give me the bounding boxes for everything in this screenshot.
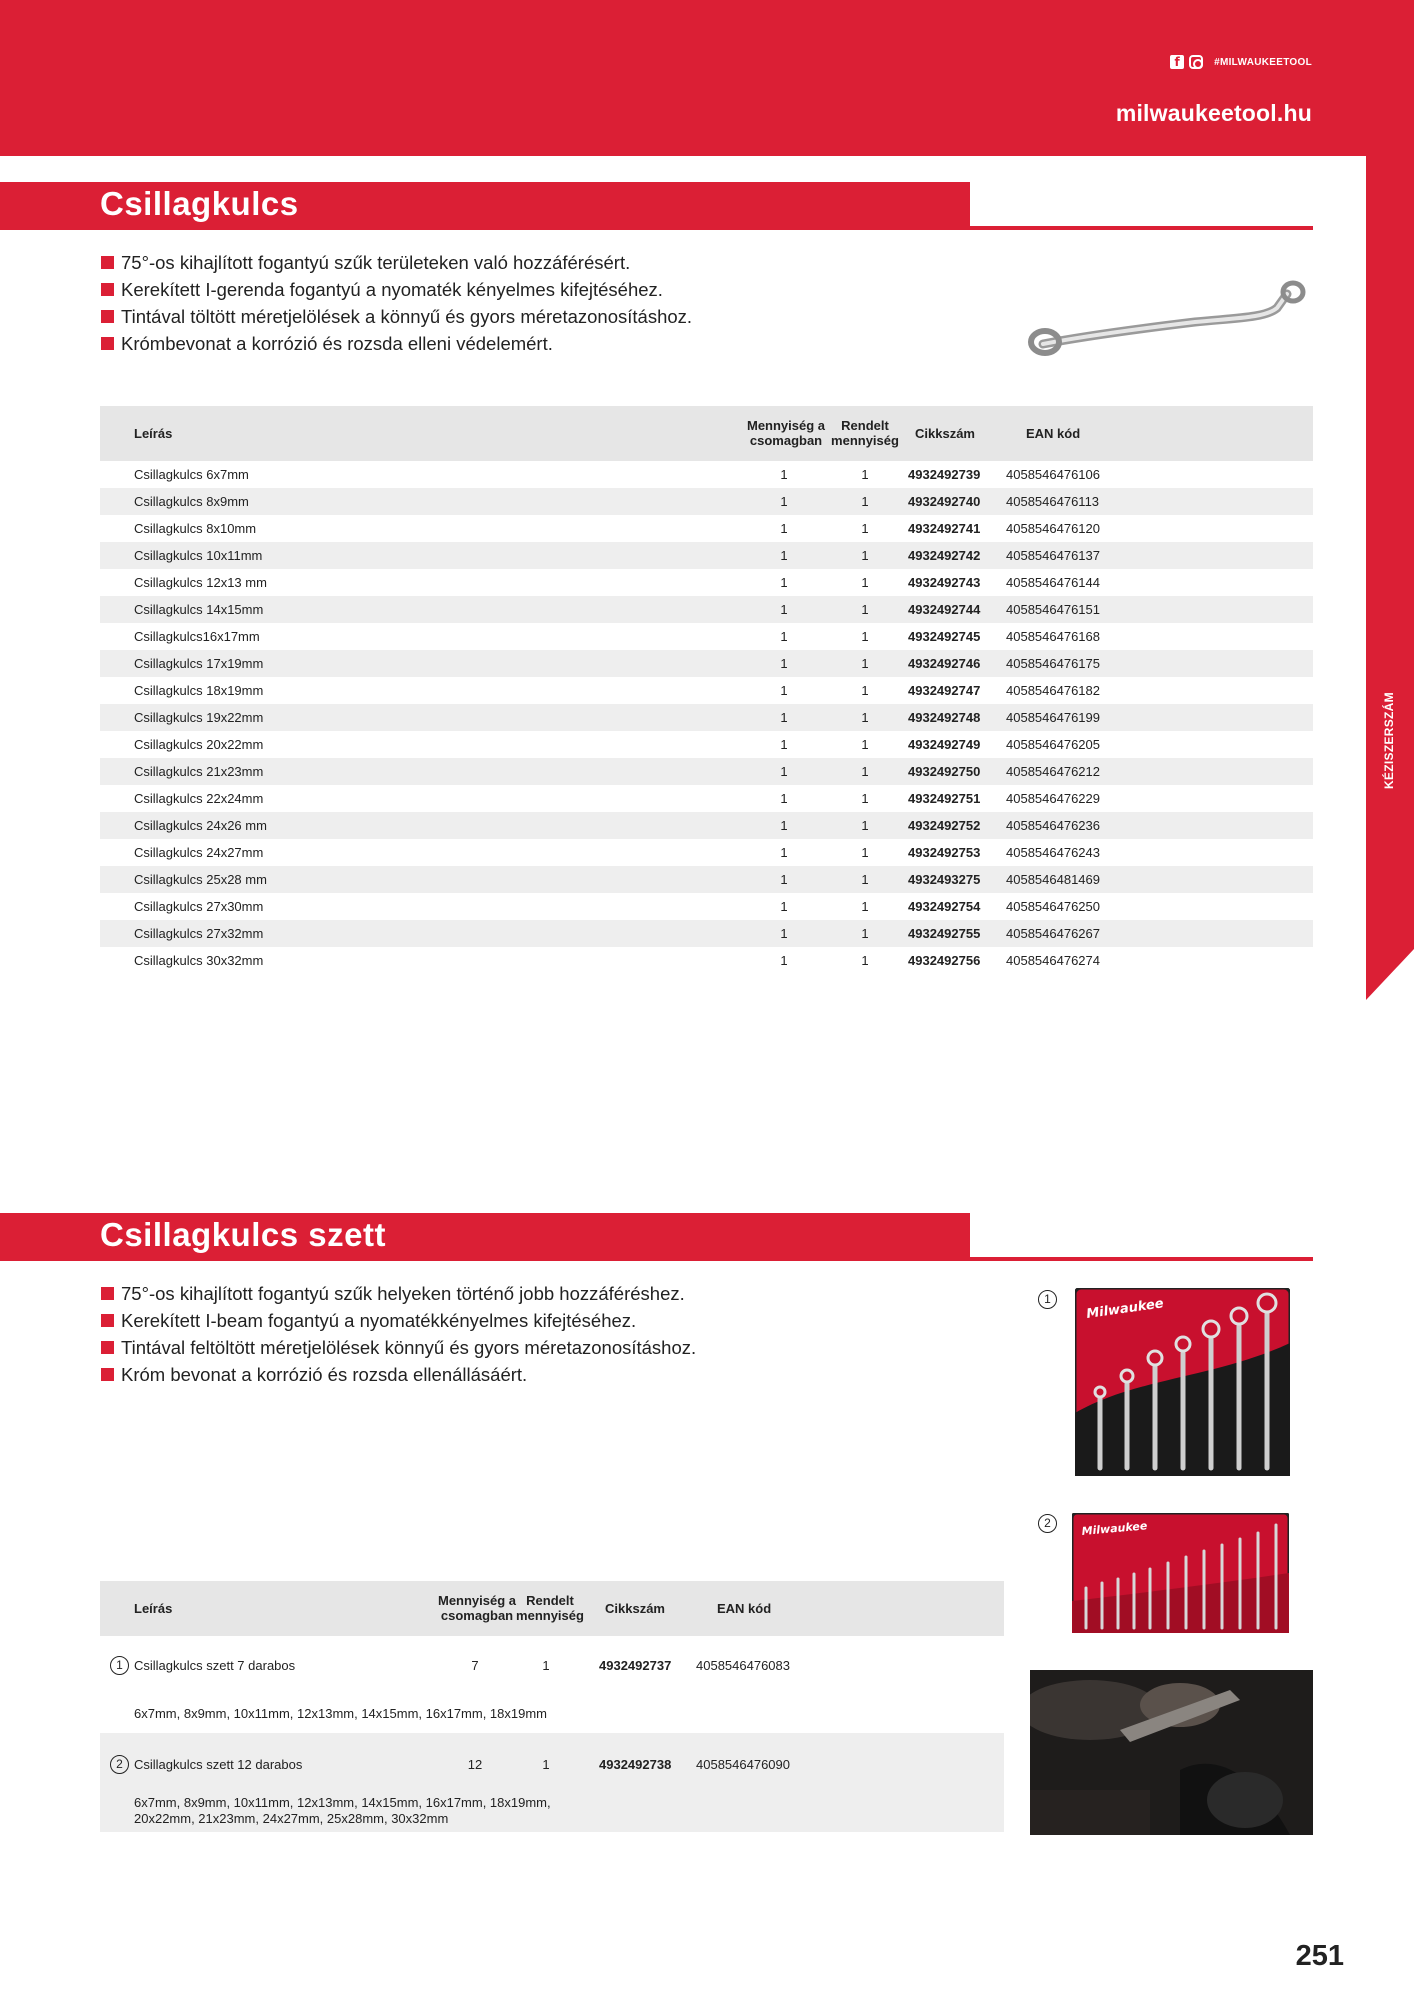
row-desc: Csillagkulcs 6x7mm bbox=[134, 467, 249, 482]
row-ean: 4058546476151 bbox=[1006, 602, 1100, 617]
row-number: 1 bbox=[110, 1656, 129, 1675]
table-header bbox=[100, 1581, 1004, 1636]
row-order: 1 bbox=[861, 872, 869, 887]
table-row bbox=[100, 785, 1313, 812]
feature-list bbox=[101, 249, 692, 357]
table-row bbox=[100, 488, 1313, 515]
row-desc: Csillagkulcs 30x32mm bbox=[134, 953, 264, 968]
row-desc: Csillagkulcs 17x19mm bbox=[134, 656, 264, 671]
row-order: 1 bbox=[861, 521, 869, 536]
roll-brand: Milwaukee bbox=[1081, 1519, 1148, 1538]
row-pack: 7 bbox=[471, 1658, 479, 1673]
row-ean: 4058546476137 bbox=[1006, 548, 1100, 563]
section-title: Csillagkulcs szett bbox=[100, 1216, 386, 1253]
row-code: 4932492745 bbox=[908, 629, 981, 644]
site-url[interactable]: milwaukeetool.hu bbox=[1115, 100, 1312, 126]
table-row bbox=[100, 542, 1313, 569]
row-desc: Csillagkulcs 8x10mm bbox=[134, 521, 257, 536]
top-banner bbox=[0, 0, 1414, 156]
row-code: 4932493275 bbox=[908, 872, 981, 887]
row-ean: 4058546476205 bbox=[1006, 737, 1100, 752]
row-ean: 4058546476175 bbox=[1006, 656, 1100, 671]
col-order-line2: mennyiség bbox=[831, 433, 899, 448]
row-code: 4932492750 bbox=[908, 764, 981, 779]
row-order: 1 bbox=[861, 683, 869, 698]
col-pack-line1: Mennyiség a bbox=[437, 1593, 517, 1608]
row-ean: 4058546476250 bbox=[1006, 899, 1100, 914]
row-desc: Csillagkulcs 27x32mm bbox=[134, 926, 264, 941]
table-row bbox=[100, 515, 1313, 542]
feature-item: Kerekített I-beam fogantyú a nyomatékkényelmes kifejtéséhez. bbox=[101, 1307, 696, 1334]
row-desc: Csillagkulcs szett 12 darabos bbox=[134, 1757, 303, 1772]
feature-item: Króm bevonat a korrózió és rozsda ellenállásáért. bbox=[101, 1361, 696, 1388]
row-pack: 1 bbox=[780, 656, 788, 671]
row-order: 1 bbox=[861, 791, 869, 806]
table-row bbox=[100, 758, 1313, 785]
row-pack: 1 bbox=[780, 575, 788, 590]
instagram-icon[interactable] bbox=[1189, 55, 1203, 69]
row-ean: 4058546476199 bbox=[1006, 710, 1100, 725]
row-desc: Csillagkulcs 27x30mm bbox=[134, 899, 264, 914]
wrench-image bbox=[1025, 278, 1315, 358]
row-pack: 1 bbox=[780, 602, 788, 617]
side-tab-label: KÉZISZERSZÁM bbox=[1382, 692, 1396, 790]
row-ean: 4058546476090 bbox=[696, 1757, 790, 1772]
row-desc: Csillagkulcs 14x15mm bbox=[134, 602, 264, 617]
row-order: 1 bbox=[861, 953, 869, 968]
feature-item: Tintával töltött méretjelölések a könnyű és gyors méretazonosításhoz. bbox=[101, 303, 692, 330]
row-pack: 12 bbox=[467, 1757, 483, 1772]
wrench-set-12-image bbox=[1072, 1513, 1289, 1633]
row-ean: 4058546476236 bbox=[1006, 818, 1100, 833]
col-ean: EAN kód bbox=[1026, 426, 1081, 441]
row-desc: Csillagkulcs 24x27mm bbox=[134, 845, 264, 860]
section-title: Csillagkulcs bbox=[100, 185, 299, 222]
row-pack: 1 bbox=[780, 737, 788, 752]
table-body bbox=[100, 461, 1313, 974]
row-ean: 4058546476113 bbox=[1006, 494, 1100, 509]
row-pack: 1 bbox=[780, 791, 788, 806]
row-sizes: 20x22mm, 21x23mm, 24x27mm, 25x28mm, 30x32mm bbox=[134, 1811, 449, 1826]
row-order: 1 bbox=[861, 467, 869, 482]
feature-item: Tintával feltöltött méretjelölések könnyű és gyors méretazonosításhoz. bbox=[101, 1334, 696, 1361]
table-row bbox=[100, 947, 1313, 974]
image-number: 2 bbox=[1038, 1514, 1057, 1533]
row-order: 1 bbox=[861, 737, 869, 752]
row-ean: 4058546476212 bbox=[1006, 764, 1100, 779]
side-tab bbox=[1366, 156, 1414, 1000]
roll-brand: Milwaukee bbox=[1085, 1296, 1165, 1322]
row-order: 1 bbox=[861, 494, 869, 509]
row-order: 1 bbox=[861, 602, 869, 617]
row-ean: 4058546476182 bbox=[1006, 683, 1100, 698]
table-header bbox=[100, 406, 1313, 461]
table-row bbox=[100, 623, 1313, 650]
row-desc: Csillagkulcs 19x22mm bbox=[134, 710, 264, 725]
row-ean: 4058546481469 bbox=[1006, 872, 1100, 887]
feature-item: Kerekített I-gerenda fogantyú a nyomaték kényelmes kifejtéséhez. bbox=[101, 276, 692, 303]
row-desc: Csillagkulcs 24x26 mm bbox=[134, 818, 267, 833]
table-row bbox=[100, 596, 1313, 623]
row-order: 1 bbox=[861, 575, 869, 590]
row-sizes: 6x7mm, 8x9mm, 10x11mm, 12x13mm, 14x15mm, 16x17mm, 18x19mm, bbox=[134, 1795, 551, 1810]
col-pack-line1: Mennyiség a bbox=[746, 418, 826, 433]
row-code: 4932492754 bbox=[908, 899, 981, 914]
row-ean: 4058546476274 bbox=[1006, 953, 1100, 968]
row-code: 4932492738 bbox=[599, 1757, 672, 1772]
row-order: 1 bbox=[861, 926, 869, 941]
table-row bbox=[100, 920, 1313, 947]
row-desc: Csillagkulcs16x17mm bbox=[134, 629, 260, 644]
row-ean: 4058546476144 bbox=[1006, 575, 1100, 590]
row-order: 1 bbox=[861, 899, 869, 914]
row-code: 4932492749 bbox=[908, 737, 981, 752]
row-pack: 1 bbox=[780, 629, 788, 644]
row-code: 4932492741 bbox=[908, 521, 981, 536]
row-code: 4932492743 bbox=[908, 575, 981, 590]
table-row bbox=[100, 677, 1313, 704]
row-pack: 1 bbox=[780, 953, 788, 968]
col-code: Cikkszám bbox=[915, 426, 975, 441]
row-code: 4932492752 bbox=[908, 818, 981, 833]
col-order-line2: mennyiség bbox=[516, 1608, 584, 1623]
facebook-icon[interactable]: f bbox=[1170, 55, 1184, 69]
table-row bbox=[100, 839, 1313, 866]
row-ean: 4058546476229 bbox=[1006, 791, 1100, 806]
row-desc: Csillagkulcs 8x9mm bbox=[134, 494, 249, 509]
row-code: 4932492737 bbox=[599, 1658, 672, 1673]
row-desc: Csillagkulcs 12x13 mm bbox=[134, 575, 267, 590]
table-row bbox=[100, 1733, 1004, 1832]
row-pack: 1 bbox=[780, 764, 788, 779]
row-sizes: 6x7mm, 8x9mm, 10x11mm, 12x13mm, 14x15mm, 16x17mm, 18x19mm bbox=[134, 1706, 548, 1721]
col-order bbox=[820, 418, 910, 448]
image-number: 1 bbox=[1038, 1290, 1057, 1309]
row-pack: 1 bbox=[780, 548, 788, 563]
row-code: 4932492751 bbox=[908, 791, 981, 806]
wrench-table bbox=[100, 406, 1313, 974]
section-rule bbox=[970, 1257, 1313, 1261]
row-order: 1 bbox=[861, 548, 869, 563]
social-links bbox=[1170, 55, 1312, 69]
table-row bbox=[100, 650, 1313, 677]
row-ean: 4058546476243 bbox=[1006, 845, 1100, 860]
col-pack-line2: csomagban bbox=[749, 433, 823, 448]
row-order: 1 bbox=[861, 629, 869, 644]
table-row bbox=[100, 812, 1313, 839]
row-code: 4932492747 bbox=[908, 683, 981, 698]
row-pack: 1 bbox=[780, 926, 788, 941]
table-row bbox=[100, 866, 1313, 893]
row-code: 4932492740 bbox=[908, 494, 981, 509]
feature-item: Krómbevonat a korrózió és rozsda elleni védelemért. bbox=[101, 330, 692, 357]
row-code: 4932492746 bbox=[908, 656, 981, 671]
table-row bbox=[100, 461, 1313, 488]
col-ean: EAN kód bbox=[717, 1601, 772, 1616]
row-order: 1 bbox=[861, 764, 869, 779]
row-order: 1 bbox=[861, 656, 869, 671]
section-rule bbox=[970, 226, 1313, 230]
usage-photo bbox=[1030, 1670, 1313, 1835]
col-order bbox=[500, 1593, 600, 1623]
row-pack: 1 bbox=[780, 521, 788, 536]
row-pack: 1 bbox=[780, 872, 788, 887]
row-desc: Csillagkulcs szett 7 darabos bbox=[134, 1658, 296, 1673]
row-code: 4932492748 bbox=[908, 710, 981, 725]
row-desc: Csillagkulcs 18x19mm bbox=[134, 683, 264, 698]
row-pack: 1 bbox=[780, 899, 788, 914]
table-row bbox=[100, 1636, 1004, 1733]
table-row bbox=[100, 569, 1313, 596]
row-desc: Csillagkulcs 25x28 mm bbox=[134, 872, 267, 887]
row-ean: 4058546476168 bbox=[1006, 629, 1100, 644]
row-order: 1 bbox=[542, 1658, 550, 1673]
row-pack: 1 bbox=[780, 467, 788, 482]
col-desc: Leírás bbox=[134, 426, 173, 441]
table-row bbox=[100, 731, 1313, 758]
col-pack-line2: csomagban bbox=[440, 1608, 514, 1623]
row-code: 4932492756 bbox=[908, 953, 981, 968]
table-row bbox=[100, 893, 1313, 920]
row-desc: Csillagkulcs 22x24mm bbox=[134, 791, 264, 806]
section-header-csillagkulcs-szett bbox=[0, 1213, 970, 1261]
feature-list bbox=[101, 1280, 696, 1388]
row-code: 4932492753 bbox=[908, 845, 981, 860]
row-code: 4932492739 bbox=[908, 467, 981, 482]
wrench-set-7-image bbox=[1075, 1288, 1290, 1476]
row-pack: 1 bbox=[780, 818, 788, 833]
row-code: 4932492742 bbox=[908, 548, 981, 563]
row-pack: 1 bbox=[780, 494, 788, 509]
section-header-csillagkulcs bbox=[0, 182, 970, 230]
row-pack: 1 bbox=[780, 710, 788, 725]
row-order: 1 bbox=[542, 1757, 550, 1772]
row-ean: 4058546476106 bbox=[1006, 467, 1100, 482]
col-code: Cikkszám bbox=[605, 1601, 665, 1616]
row-number: 2 bbox=[110, 1755, 129, 1774]
col-order-line1: Rendelt bbox=[526, 1593, 574, 1608]
row-code: 4932492755 bbox=[908, 926, 981, 941]
row-ean: 4058546476267 bbox=[1006, 926, 1100, 941]
col-desc: Leírás bbox=[134, 1601, 173, 1616]
row-code: 4932492744 bbox=[908, 602, 981, 617]
row-ean: 4058546476083 bbox=[696, 1658, 790, 1673]
row-desc: Csillagkulcs 21x23mm bbox=[134, 764, 264, 779]
row-order: 1 bbox=[861, 710, 869, 725]
page-number: 251 bbox=[1295, 1940, 1344, 1972]
hashtag: #MILWAUKEETOOL bbox=[1214, 56, 1312, 68]
row-pack: 1 bbox=[780, 845, 788, 860]
wrench-set-table bbox=[100, 1581, 1004, 1826]
row-ean: 4058546476120 bbox=[1006, 521, 1100, 536]
row-desc: Csillagkulcs 20x22mm bbox=[134, 737, 264, 752]
row-desc: Csillagkulcs 10x11mm bbox=[134, 548, 263, 563]
row-order: 1 bbox=[861, 845, 869, 860]
feature-item: 75°-os kihajlított fogantyú szűk helyeken történő jobb hozzáféréshez. bbox=[101, 1280, 696, 1307]
col-order-line1: Rendelt bbox=[841, 418, 889, 433]
row-pack: 1 bbox=[780, 683, 788, 698]
row-order: 1 bbox=[861, 818, 869, 833]
feature-item: 75°-os kihajlított fogantyú szűk területeken való hozzáférésért. bbox=[101, 249, 692, 276]
table-row bbox=[100, 704, 1313, 731]
